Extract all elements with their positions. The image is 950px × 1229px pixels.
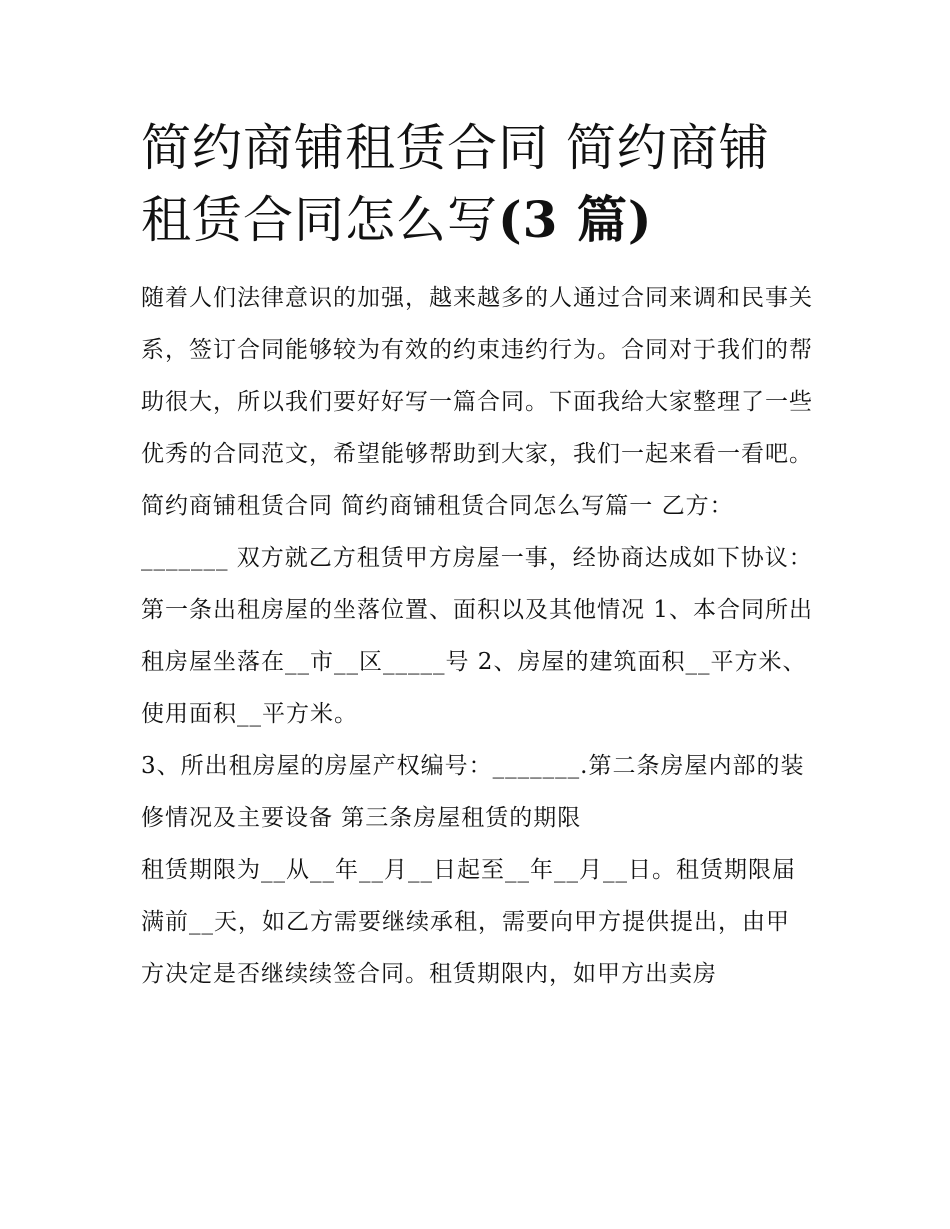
title-text: 简约商铺租赁合同 简约商铺租赁合同怎么写 [141,119,770,249]
article-two-paragraph: 3、所出租房屋的房屋产权编号：_______.第二条房屋内部的装修情况及主要设备 第三条房屋租赁的期限 [141,753,805,831]
intro-paragraph: 随着人们法律意识的加强，越来越多的人通过合同来调和民事关系，签订合同能够较为有效的约束违约行为。合同对于我们的帮助很大，所以我们要好好写一篇合同。下面我给大家整理了一些优秀的合同范文，希望能够帮助到大家，我们一起来看一看吧。 [141,285,813,467]
contract-heading-paragraph: 简约商铺租赁合同 简约商铺租赁合同怎么写篇一 乙方：_______ 双方就乙方租赁甲方房屋一事，经协商达成如下协议： [141,493,813,571]
article-one-paragraph: 第一条出租房屋的坐落位置、面积以及其他情况 1、本合同所出租房屋坐落在__市__区_____号 2、房屋的建筑面积__平方米、使用面积__平方米。 [141,597,813,727]
document-page [141,112,813,1000]
title-count: (3 篇) [498,190,653,249]
lease-term-paragraph: 租赁期限为__从__年__月__日起至__年__月__日。租赁期限届满前__天，如乙方需要继续承租，需要向甲方提供提出，由甲方决定是否继续续签合同。租赁期限内，如甲方出卖房 [141,857,796,987]
document-title [141,112,813,256]
